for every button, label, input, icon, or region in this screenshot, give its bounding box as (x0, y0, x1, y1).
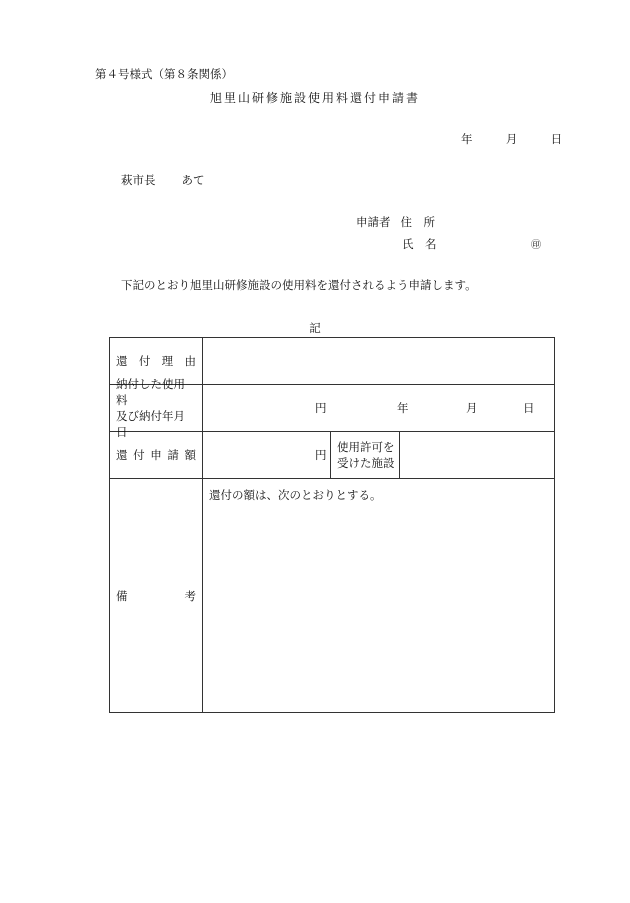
addressee (121, 172, 205, 188)
recipient: 萩市長 (121, 173, 156, 187)
remarks-label-char: 備 (116, 588, 128, 603)
ki-heading: 記 (309, 321, 321, 335)
year-label: 年 (461, 132, 473, 146)
paid-row (110, 377, 554, 439)
amount-label-char: 額 (184, 448, 196, 462)
amount-label-char: 請 (167, 448, 179, 462)
month-label: 月 (505, 132, 518, 146)
date-line (461, 131, 562, 147)
form-title: 旭里山研修施設使用料還付申請書 (209, 91, 420, 105)
recipient-suffix: あて (181, 173, 205, 187)
amount-label-char: 申 (150, 448, 162, 462)
application-table (109, 337, 555, 713)
amount-label-char: 還 (116, 448, 128, 462)
reason-label-char: 付 (138, 354, 151, 368)
address-label: 住 所 (400, 215, 435, 229)
remarks-value-cell (203, 479, 554, 712)
paid-label-line: 及び納付年月日 (116, 409, 185, 439)
name-label: 氏 名 (402, 237, 437, 251)
applicant-address-row (356, 214, 435, 230)
reason-label-char: 由 (184, 354, 196, 368)
paid-day-unit: 日 (523, 401, 535, 415)
reason-label-char: 理 (161, 354, 174, 368)
paid-label-line: 納付した使用料 (116, 377, 185, 407)
facility-label-cell (330, 432, 399, 478)
form-number: 第４号様式（第８条関係） (95, 67, 233, 81)
paid-yen-unit: 円 (315, 401, 327, 415)
seal-mark: ㊞ (531, 240, 541, 251)
application-statement: 下記のとおり旭里山研修施設の使用料を還付されるよう申請します。 (121, 278, 477, 292)
facility-label-line: 受けた施設 (337, 456, 395, 470)
amount-label-cell (110, 432, 203, 478)
day-label: 日 (550, 132, 563, 146)
facility-label-line: 使用許可を (337, 440, 395, 454)
reason-value-cell (203, 338, 554, 384)
paid-label-cell (110, 377, 203, 439)
amount-row (110, 432, 554, 479)
amount-yen-unit: 円 (315, 448, 327, 462)
remarks-label-char: 考 (184, 588, 196, 603)
facility-value-cell (399, 432, 554, 478)
reason-label-char: 還 (116, 354, 128, 368)
paid-year-unit: 年 (397, 401, 409, 415)
amount-value-cell (203, 432, 554, 478)
remarks-row (110, 479, 554, 712)
paid-value-cell (203, 385, 554, 431)
remarks-text: 還付の額は、次のとおりとする。 (209, 488, 382, 502)
applicant-label: 申請者 (356, 215, 391, 229)
amount-label-char: 付 (133, 448, 145, 462)
paid-month-unit: 月 (466, 401, 478, 415)
remarks-label-cell (110, 479, 203, 712)
